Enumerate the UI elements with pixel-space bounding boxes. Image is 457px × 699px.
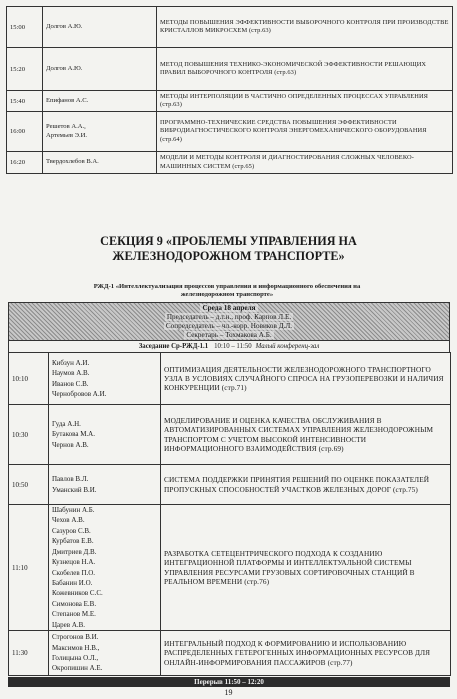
session-name: Заседание Ср-РЖД-1.1 (138, 343, 209, 350)
talk-time: 15:40 (7, 91, 43, 112)
talk-authors (43, 48, 157, 91)
session-chair: Председатель – д.т.н., проф. Карпов Л.Е. (166, 313, 292, 321)
schedule-row (9, 631, 451, 676)
schedule-row (7, 91, 453, 112)
session-info-line (8, 341, 450, 352)
author-name: Строгонов В.И. (52, 633, 99, 642)
talk-authors (49, 505, 161, 631)
talk-title: МОДЕЛИРОВАНИЕ И ОЦЕНКА КАЧЕСТВА ОБСЛУЖИВАНИЯ В АВТОМАТИЗИРОВАННЫХ СИСТЕМАХ УПРАВЛЕНИЯ ЖЕЛЕЗНОДОРОЖНЫМ ТРАНСПОРТОМ С УЧЕТОМ ВЫСОКОЙ ИНТЕНСИВНОСТИ ИНФОРМАЦИОННОГО ВЗАИМОДЕЙСТВИЯ (164, 416, 434, 453)
subsection-title-line1: РЖД-1 «Интеллектуализация процессов управления и информационного обеспечения на (93, 283, 361, 290)
page-number: 19 (224, 688, 233, 697)
talk-time: 15:00 (7, 7, 43, 48)
author-name: Максимов Н.В., (52, 643, 100, 652)
schedule-row (9, 505, 451, 631)
author-name: Дмитриев Д.В. (52, 547, 97, 556)
author-name: Чернобровов А.И. (52, 389, 107, 398)
section-heading-line1: СЕКЦИЯ 9 «ПРОБЛЕМЫ УПРАВЛЕНИЯ НА (100, 234, 357, 248)
author-name: Бутакова М.А. (52, 430, 95, 439)
author-name: Кибзун А.И. (52, 358, 90, 367)
session-header-block (8, 302, 450, 341)
author-name: Долгов А.Ю. (46, 22, 83, 30)
schedule-row (7, 152, 453, 174)
talk-authors (43, 112, 157, 152)
talk-title-cell (157, 152, 453, 174)
talk-title-cell (157, 112, 453, 152)
author-name: Окропишин А.Е. (52, 664, 103, 673)
schedule-row (9, 405, 451, 465)
schedule-row (7, 112, 453, 152)
schedule-row (7, 48, 453, 91)
break-bar: Перерыв 11:50 – 12:20 (8, 677, 450, 687)
talk-title: МЕТОДЫ ИНТЕРПОЛЯЦИИ В ЧАСТИЧНО ОПРЕДЕЛЕННЫХ ПРОЦЕССАХ УПРАВЛЕНИЯ (160, 92, 429, 100)
talk-time: 10:30 (9, 405, 49, 465)
talk-page-ref: (стр.63) (160, 101, 182, 108)
bottom-schedule-table (8, 352, 451, 676)
talk-page-ref: (стр.63) (248, 27, 271, 34)
author-name: Гуда А.Н. (52, 419, 81, 428)
talk-time: 16:00 (7, 112, 43, 152)
author-name: Кожевников С.С. (52, 589, 103, 598)
author-name: Степанов М.Е. (52, 610, 96, 619)
talk-page-ref: (стр.75) (393, 484, 418, 494)
talk-time: 16:20 (7, 152, 43, 174)
talk-title: МЕТОД ПОВЫШЕНИЯ ТЕХНИКО-ЭКОНОМИЧЕСКОЙ ЭФФЕКТИВНОСТИ РЕШАЮЩИХ ПРАВИЛ ВЫБОРОЧНОГО КОНТРОЛЯ (160, 60, 427, 76)
author-name: Скобелев П.О. (52, 568, 96, 577)
author-name: Артемьев Э.И. (46, 131, 88, 139)
talk-title-cell (157, 91, 453, 112)
author-name: Царев А.В. (52, 620, 86, 629)
author-name: Шабунин А.Б. (52, 506, 95, 515)
author-name: Голицына О.Л., (52, 654, 99, 662)
talk-authors (49, 405, 161, 465)
author-name: Павлов В.Л. (52, 475, 89, 484)
session-secretary: Секретарь – Тохмакова А.Б. (186, 331, 272, 339)
talk-title-cell (161, 353, 451, 405)
schedule-row (9, 465, 451, 505)
author-name: Кузнецов Н.А. (52, 558, 96, 567)
talk-title-cell (157, 48, 453, 91)
talk-title-cell (157, 7, 453, 48)
talk-title-cell (161, 465, 451, 505)
talk-time: 11:10 (9, 505, 49, 631)
talk-authors (49, 465, 161, 505)
session-date: Среда 18 апреля (202, 304, 256, 312)
talk-title-cell (161, 505, 451, 631)
schedule-row (9, 353, 451, 405)
author-name: Сазуров С.В. (52, 526, 91, 535)
subsection-title (22, 283, 432, 300)
section-heading (20, 234, 437, 264)
talk-page-ref: (стр.64) (160, 135, 182, 143)
talk-page-ref: (стр.69) (318, 443, 344, 453)
talk-page-ref: (стр.71) (221, 383, 247, 393)
author-name: Уманский В.И. (52, 485, 97, 494)
author-name: Иванов С.В. (52, 379, 89, 388)
session-cochair: Сопредседатель – чл.-корр. Новиков Д.Л. (165, 322, 293, 330)
talk-title: РАЗРАБОТКА СЕТЕЦЕНТРИЧЕСКОГО ПОДХОДА К СОЗДАНИЮ ИНТЕГРАЦИОННОЙ ПЛАТФОРМЫ И ИНТЕЛЛЕКТУАЛЬНОЙ СИСТЕМЫ УПРАВЛЕНИЯ РЕСУРСАМИ ГРУЗОВЫХ СОРТИРОВОЧНЫХ СТАНЦИЙ В РЕАЛЬНОМ ВРЕМЕНИ (164, 549, 415, 586)
author-name: Бабанин И.О. (52, 578, 93, 587)
talk-time: 15:20 (7, 48, 43, 91)
talk-title-cell (161, 405, 451, 465)
author-name: Симонова Е.В. (52, 599, 97, 608)
author-name: Решетов А.А., (46, 122, 86, 130)
section-heading-line2: ЖЕЛЕЗНОДОРОЖНОМ ТРАНСПОРТЕ» (112, 249, 345, 263)
talk-page-ref: (стр.65) (232, 162, 255, 170)
author-name: Твердохлебов В.А. (46, 158, 99, 166)
schedule-row (7, 7, 453, 48)
talk-page-ref: (стр.77) (327, 657, 353, 667)
talk-page-ref: (стр.63) (274, 69, 297, 76)
talk-authors (43, 152, 157, 174)
session-time: 10:10 – 11:50 (214, 343, 252, 350)
talk-title: МЕТОДЫ ПОВЫШЕНИЯ ЭФФЕКТИВНОСТИ ВЫБОРОЧНОГО КОНТРОЛЯ ПРИ ПРОИЗВОДСТВЕ КРИСТАЛЛОВ МИКРОСХЕМ (160, 18, 449, 34)
author-name: Наумов А.В. (52, 369, 90, 378)
talk-authors (49, 353, 161, 405)
session-room: Малый конференц-зал (255, 343, 320, 350)
author-name: Епифанов А.С. (46, 96, 89, 104)
author-name: Чехов А.В. (52, 516, 85, 525)
talk-title: СИСТЕМА ПОДДЕРЖКИ ПРИНЯТИЯ РЕШЕНИЙ ПО ОЦЕНКЕ ПОКАЗАТЕЛЕЙ ПРОПУСКНЫХ СПОСОБНОСТЕЙ УЧАСТКОВ ЖЕЛЕЗНЫХ ДОРОГ (164, 475, 430, 494)
author-name: Долгов А.Ю. (46, 64, 83, 72)
talk-title-cell (161, 631, 451, 676)
talk-page-ref: (стр.76) (244, 576, 270, 586)
author-name: Чернов А.В. (52, 440, 89, 449)
talk-time: 10:10 (9, 353, 49, 405)
talk-authors (49, 631, 161, 676)
talk-title: ПРОГРАММНО-ТЕХНИЧЕСКИЕ СРЕДСТВА ПОВЫШЕНИЯ ЭФФЕКТИВНОСТИ ВИБРОДИАГНОСТИЧЕСКОГО КОНТРОЛЯ ЭНЕРГОМЕХАНИЧЕСКОГО ОБОРУДОВАНИЯ (160, 119, 427, 135)
talk-time: 11:30 (9, 631, 49, 676)
talk-title: ИНТЕГРАЛЬНЫЙ ПОДХОД К ФОРМИРОВАНИЮ И ИСПОЛЬЗОВАНИЮ РАСПРЕДЕЛЕННЫХ ГЕТЕРОГЕННЫХ ИНФОРМАЦИОННЫХ РЕСУРСОВ ДЛЯ ОНЛАЙН-ИНФОРМИРОВАНИЯ ПАССАЖИРОВ (164, 639, 431, 667)
top-schedule-table (6, 6, 453, 174)
talk-time: 10:50 (9, 465, 49, 505)
talk-title: ОПТИМИЗАЦИЯ ДЕЯТЕЛЬНОСТИ ЖЕЛЕЗНОДОРОЖНОГО ТРАНСПОРТНОГО УЗЛА В УСЛОВИЯХ СЛУЧАЙНОГО СПРОСА НА ГРУЗОПЕРЕВОЗКИ И НАЛИЧИЯ КОНКУРЕНЦИИ (164, 364, 444, 393)
talk-authors (43, 91, 157, 112)
author-name: Курбатов Е.В. (52, 537, 94, 546)
subsection-title-line2: железнодорожном транспорте» (180, 291, 274, 299)
talk-authors (43, 7, 157, 48)
talk-title: МОДЕЛИ И МЕТОДЫ КОНТРОЛЯ И ДИАГНОСТИРОВАНИЯ СЛОЖНЫХ ЧЕЛОВЕКО-МАШИННЫХ СИСТЕМ (160, 154, 414, 170)
